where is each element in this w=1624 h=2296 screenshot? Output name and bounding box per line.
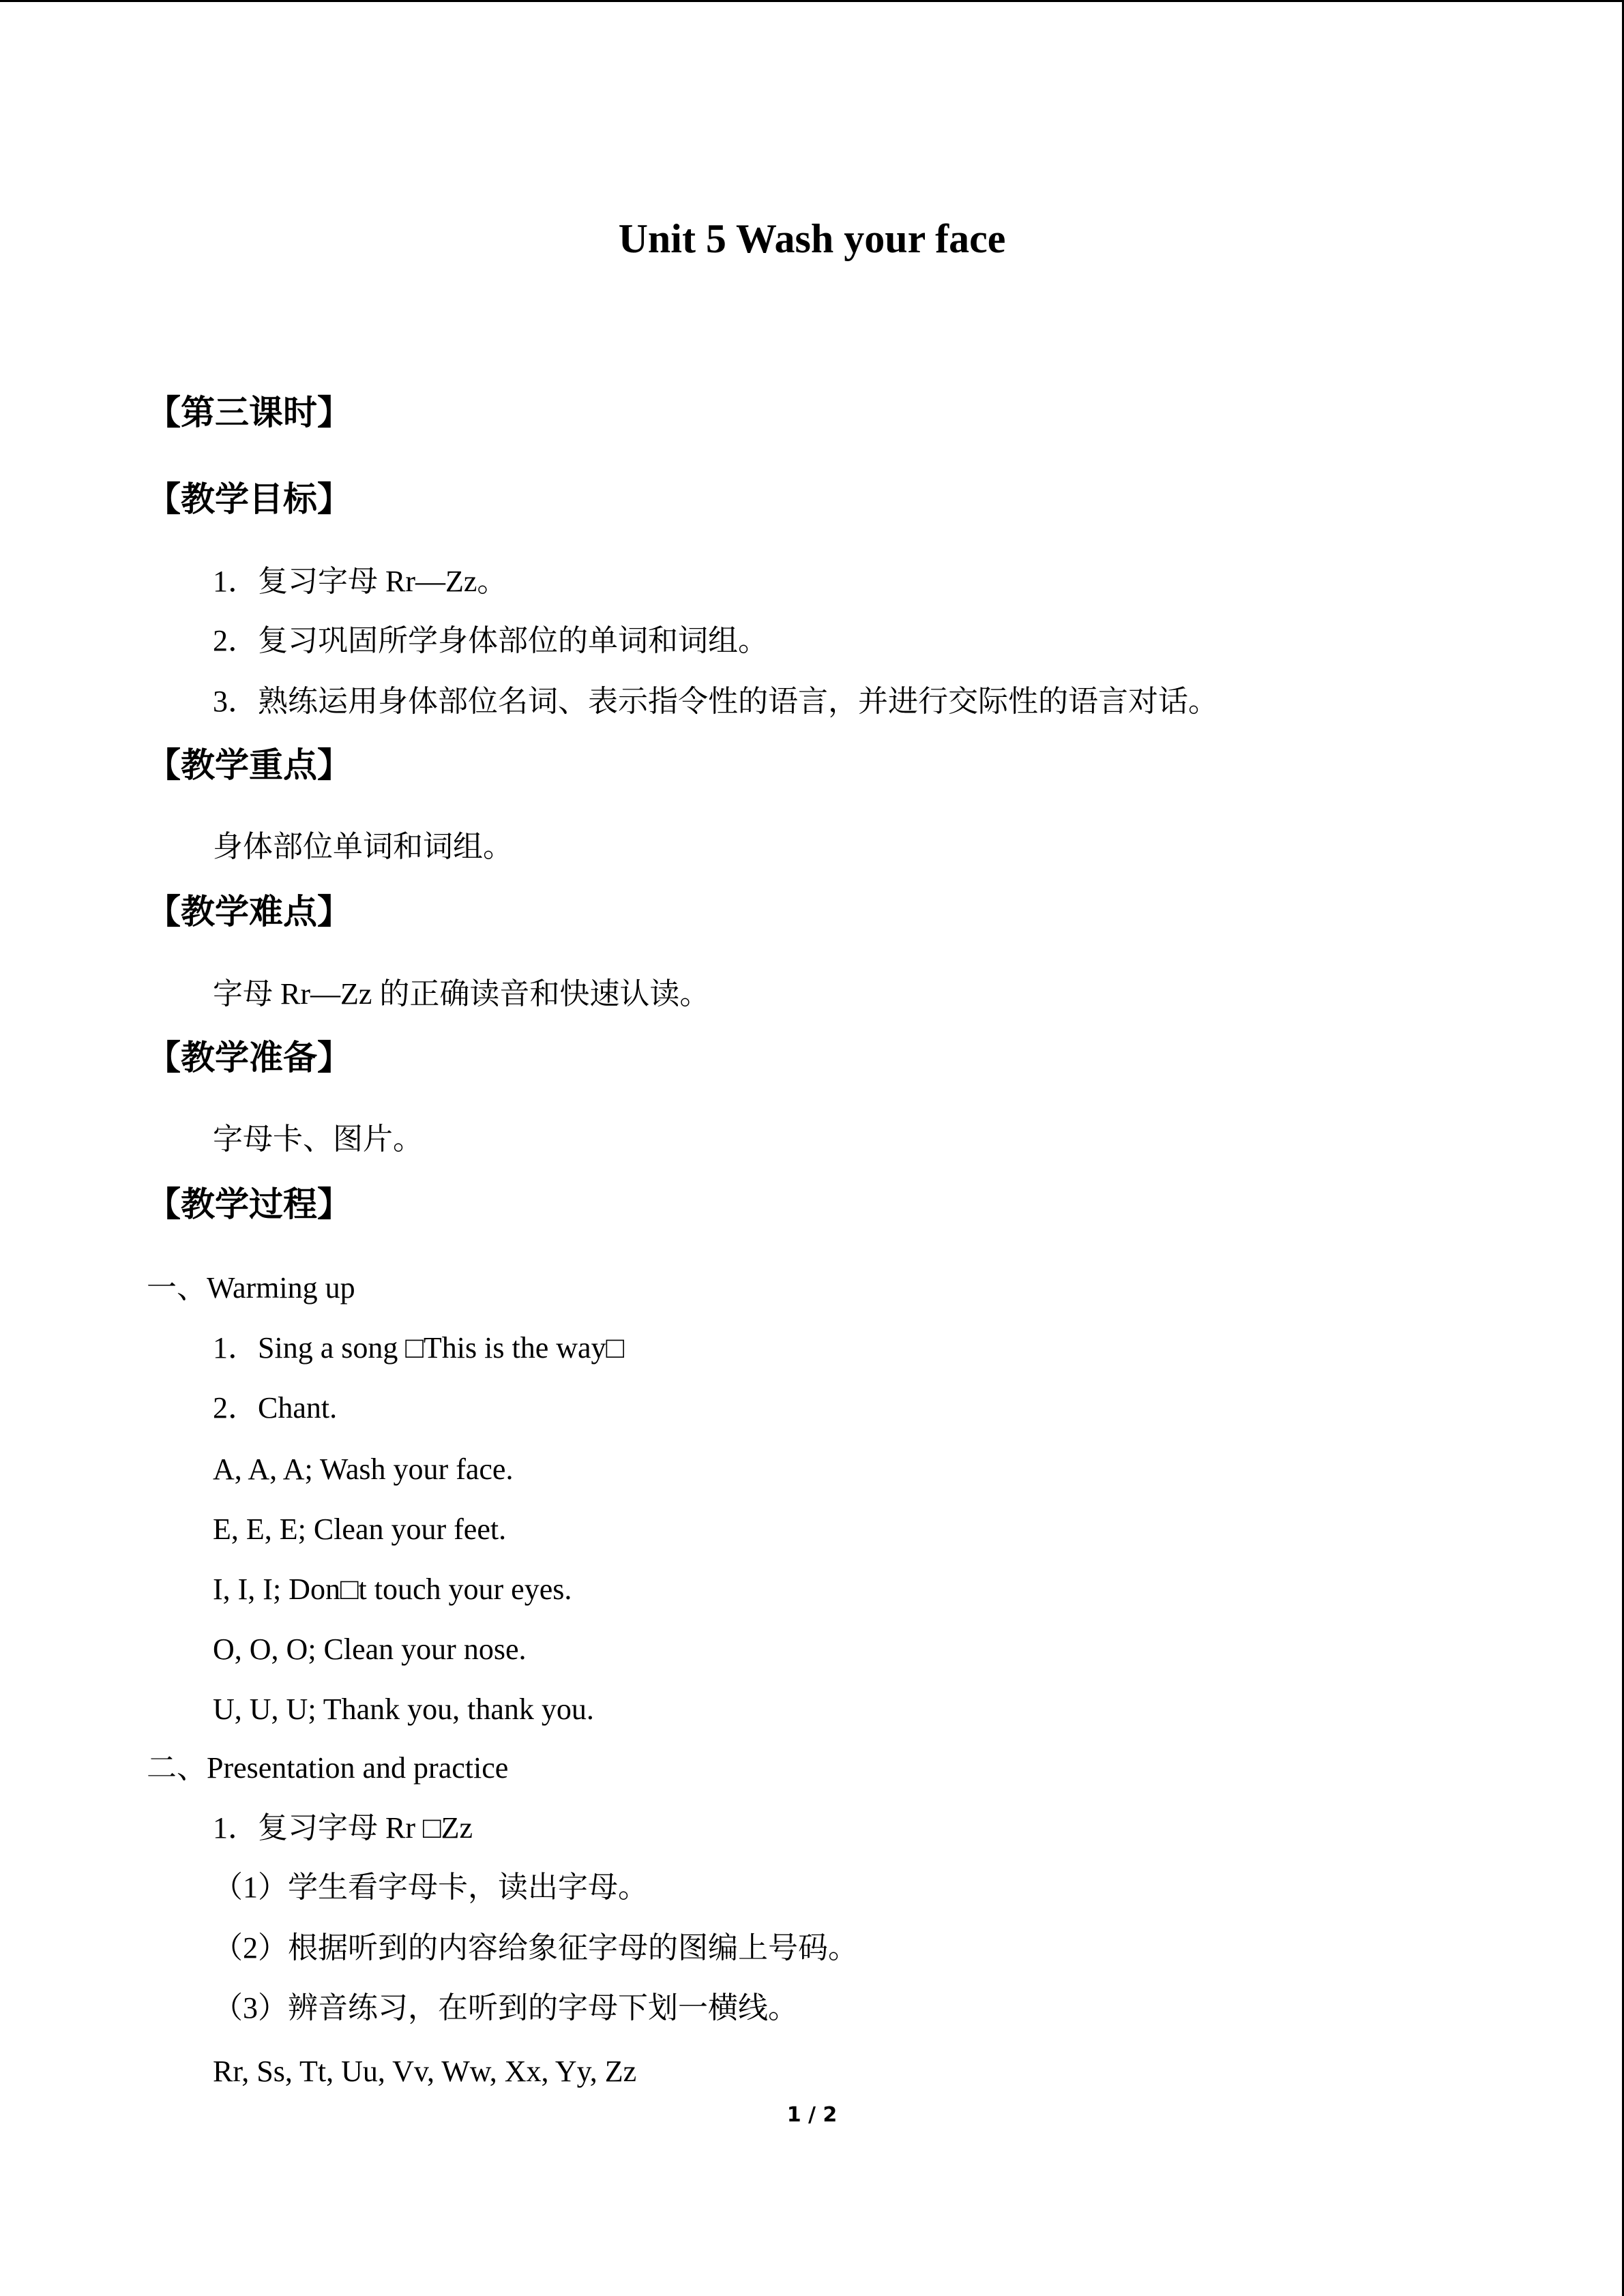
difficult-points-text: 字母 Rr—Zz 的正确读音和快速认读。 <box>213 977 710 1011</box>
process-item: 1．Sing a song □This is the way□ <box>213 1331 625 1365</box>
process-item: 2．Chant. <box>213 1391 338 1425</box>
process-subitem: （3）辨音练习，在听到的字母下划一横线。 <box>213 1991 798 2025</box>
heading-process: 【教学过程】 <box>147 1184 351 1224</box>
objective-item-1: 1．复习字母 Rr—Zz。 <box>213 565 507 598</box>
heading-lesson-period: 【第三课时】 <box>147 393 351 432</box>
document-title: Unit 5 Wash your face <box>618 216 1006 261</box>
chant-line: E, E, E; Clean your feet. <box>213 1512 507 1546</box>
chant-line: O, O, O; Clean your nose. <box>213 1632 527 1666</box>
process-step-2: 二、Presentation and practice <box>147 1751 509 1785</box>
chant-line: A, A, A; Wash your face. <box>213 1452 514 1486</box>
key-points-text: 身体部位单词和词组。 <box>213 830 513 863</box>
chant-line: I, I, I; Don□t touch your eyes. <box>213 1572 572 1606</box>
objective-item-2: 2．复习巩固所学身体部位的单词和词组。 <box>213 624 768 657</box>
process-item: 1．复习字母 Rr □Zz <box>213 1811 473 1845</box>
heading-objectives: 【教学目标】 <box>147 479 351 519</box>
heading-key-points: 【教学重点】 <box>147 745 351 785</box>
page-number: 1 / 2 <box>786 2103 838 2127</box>
process-subitem: （1）学生看字母卡，读出字母。 <box>213 1870 648 1904</box>
chant-line: U, U, U; Thank you, thank you. <box>213 1693 594 1726</box>
letter-list: Rr, Ss, Tt, Uu, Vv, Ww, Xx, Yy, Zz <box>213 2055 637 2088</box>
heading-preparation: 【教学准备】 <box>147 1038 351 1077</box>
process-step-1: 一、Warming up <box>147 1271 355 1304</box>
preparation-text: 字母卡、图片。 <box>213 1122 423 1156</box>
heading-difficult-points: 【教学难点】 <box>147 892 351 931</box>
page-border-top <box>0 0 1624 2</box>
process-subitem: （2）根据听到的内容给象征字母的图编上号码。 <box>213 1931 858 1965</box>
objective-item-3: 3．熟练运用身体部位名词、表示指令性的语言，并进行交际性的语言对话。 <box>213 685 1218 718</box>
